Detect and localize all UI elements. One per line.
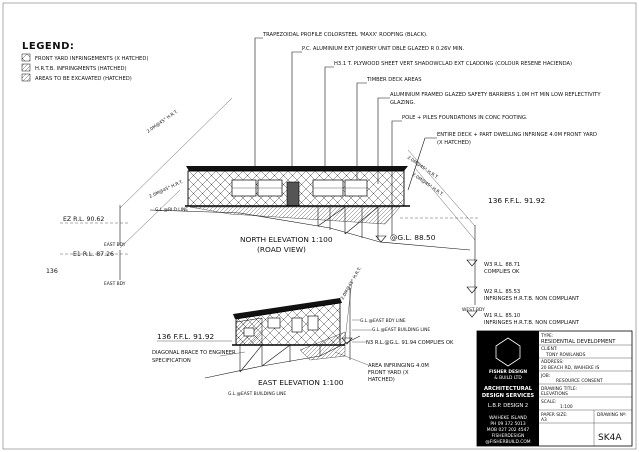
address-line-5: @FISHERBUILD.COM <box>485 440 531 445</box>
hrtb-label-2: 2.0M@45° H.R.T. <box>148 179 185 200</box>
address-line-1: WAIHEKE ISLAND <box>489 416 527 421</box>
address-label: ADDRESS: <box>541 360 564 365</box>
east-window-1 <box>244 328 254 336</box>
note-cladding: H3.1 T. PLYWOOD SHEET VERT SHADOWCLAD EXT CLADDING (COLOUR RESENE HACIENDA) <box>334 61 573 67</box>
grid-136: 136 <box>46 268 58 275</box>
services-1: ARCHITECTURAL <box>483 386 533 392</box>
legend-title: LEGEND: <box>22 41 75 52</box>
job-value: RESOURCE CONSENT <box>556 379 603 384</box>
w1-rl: W1 R.L. 85.10 <box>484 313 521 319</box>
area-note-3: HATCHED) <box>368 377 395 383</box>
legend-swatch-excavate <box>22 74 30 81</box>
company-name-2: & BUILD LTD <box>494 376 522 381</box>
north-gl-label: @G.L. 88.50 <box>390 233 436 242</box>
legend-item-front-yard: FRONT YARD INFRINGEMENTS (X HATCHED) <box>35 56 149 62</box>
address-line-3: MOB 027 202 4547 <box>486 428 530 433</box>
paper-label: PAPER SIZE: <box>541 413 568 418</box>
legend-item-excavate: AREAS TO BE EXCAVATED (HATCHED) <box>35 76 132 82</box>
services-2: DESIGN SERVICES <box>481 393 535 399</box>
legend-swatch-hatch <box>22 64 30 71</box>
note-deck: TIMBER DECK AREAS <box>367 77 422 83</box>
w1-note: INFRINGES H.R.T.B. NON COMPLIANT <box>484 320 580 326</box>
type-value: RESIDENTIAL DEVELOPMENT <box>541 339 616 345</box>
brace-note-2: SPECIFICATION <box>152 358 191 364</box>
hrtb-label-1: 2.0M@45° H.R.T. <box>146 109 180 135</box>
east-hrtb-label: 2.0M@45° H.R.T. <box>340 266 364 301</box>
east-window-3 <box>292 318 302 332</box>
type-label: TYPE: <box>541 334 554 339</box>
east-window-4 <box>308 316 318 330</box>
address-line-4: FISHERDESIGN <box>491 434 525 439</box>
area-note-1: AREA INFRINGING 4.0M <box>368 363 429 369</box>
drawing-no-label: DRAWING Nº: <box>597 413 627 418</box>
w3-note: COMPLIES OK <box>484 269 520 275</box>
e1-rl: E1 R.L. 87.26 <box>73 251 114 258</box>
north-ffl: 136 F.F.L. 91.92 <box>488 196 546 205</box>
gl-east-bldg-bottom: G.L.@EAST BUILDING LINE <box>228 392 287 397</box>
gl-east-bldg: G.L.@EAST BUILDING LINE <box>372 328 431 333</box>
scale-label: SCALE: <box>541 400 557 405</box>
note-glazing: GLAZING. <box>390 100 416 106</box>
area-note-2: FRONT YARD (X <box>368 370 409 376</box>
gl-bldg-line: G.L.@BLD LINE <box>155 208 189 213</box>
brace-note-1: DIAGONAL BRACE TO ENGINEER <box>152 350 236 356</box>
note-barriers: ALUMINIUM FRAMED GLAZED SAFETY BARRIERS 1.0M HT MIN LOW REFLECTIVITY <box>390 92 601 98</box>
east-ffl: 136 F.F.L. 91.92 <box>157 332 215 341</box>
ez-rl: EZ R.L. 90.62 <box>63 216 105 223</box>
address-line-2: PH 09 372 5013 <box>490 422 526 427</box>
company-name-1: FISHER DESIGN <box>488 370 528 375</box>
note-infringe-hatched: (X HATCHED) <box>437 140 471 146</box>
paper-value: A3 <box>541 418 547 423</box>
hrtb-label-4: 2.0M@45° H.R.T. <box>410 172 444 198</box>
lbp-design: L.B.P. DESIGN 2 <box>487 403 529 409</box>
note-joinery: P.C. ALUMINIUM EXT JOINERY UNIT DBLE GLAZED R 0.26V MIN. <box>302 46 465 52</box>
north-excavation <box>190 207 400 224</box>
east-bdy-1: EAST BDY <box>104 243 126 248</box>
client-label: CLIENT: <box>541 347 558 352</box>
note-roofing: TRAPEZOIDAL PROFILE COLORSTEEL 'MAXX' ROOFING (BLACK). <box>263 32 428 38</box>
scale-value: 1:100 <box>560 405 573 410</box>
west-bdy: WEST BDY <box>462 308 485 313</box>
address-value: 20 BEACH RD, WAIHEKE IS <box>541 366 600 371</box>
drawing-title-value: ELEVATIONS <box>541 392 568 397</box>
legend-item-hrtb: H.R.T.B. INFRINGMENTS (HATCHED) <box>35 66 127 72</box>
legend-swatch-xhatch <box>22 54 30 61</box>
note-infringe: ENTIRE DECK + PART DWELLING INFRINGE 4.0M FRONT YARD <box>437 132 597 138</box>
north-door <box>287 182 299 206</box>
client-value: TONY ROWLANDS <box>546 353 586 358</box>
w2-rl: W2 R.L. 85.53 <box>484 289 521 295</box>
n3-rl: N3 R.L.@G.L. 91.94 COMPLIES OK <box>366 340 454 346</box>
job-label: JOB: <box>541 374 551 379</box>
w3-rl: W3 R.L. 88.71 <box>484 262 521 268</box>
title-block <box>477 331 632 446</box>
hrtb-label-3: 2.0M@45° H.R.T. <box>405 155 439 181</box>
east-window-2 <box>268 318 280 328</box>
note-foundations: POLE + PILES FOUNDATIONS IN CONC FOOTING. <box>402 115 528 121</box>
north-elevation-title: NORTH ELEVATION 1:100 <box>240 235 333 244</box>
east-elevation-title: EAST ELEVATION 1:100 <box>258 378 344 387</box>
north-roof <box>186 166 408 171</box>
drawing-number: SK4A <box>598 433 622 443</box>
w2-note: INFRINGES H.R.T.B. NON COMPLIANT <box>484 296 580 302</box>
east-elevation <box>152 266 454 397</box>
east-bdy-2: EAST BDY <box>104 282 126 287</box>
legend <box>22 41 148 82</box>
north-elevation-subtitle: (ROAD VIEW) <box>257 245 306 254</box>
gl-east-bdy: G.L.@EAST BDY LINE <box>360 319 406 324</box>
drawing-title-label: DRAWING TITLE: <box>541 387 578 392</box>
